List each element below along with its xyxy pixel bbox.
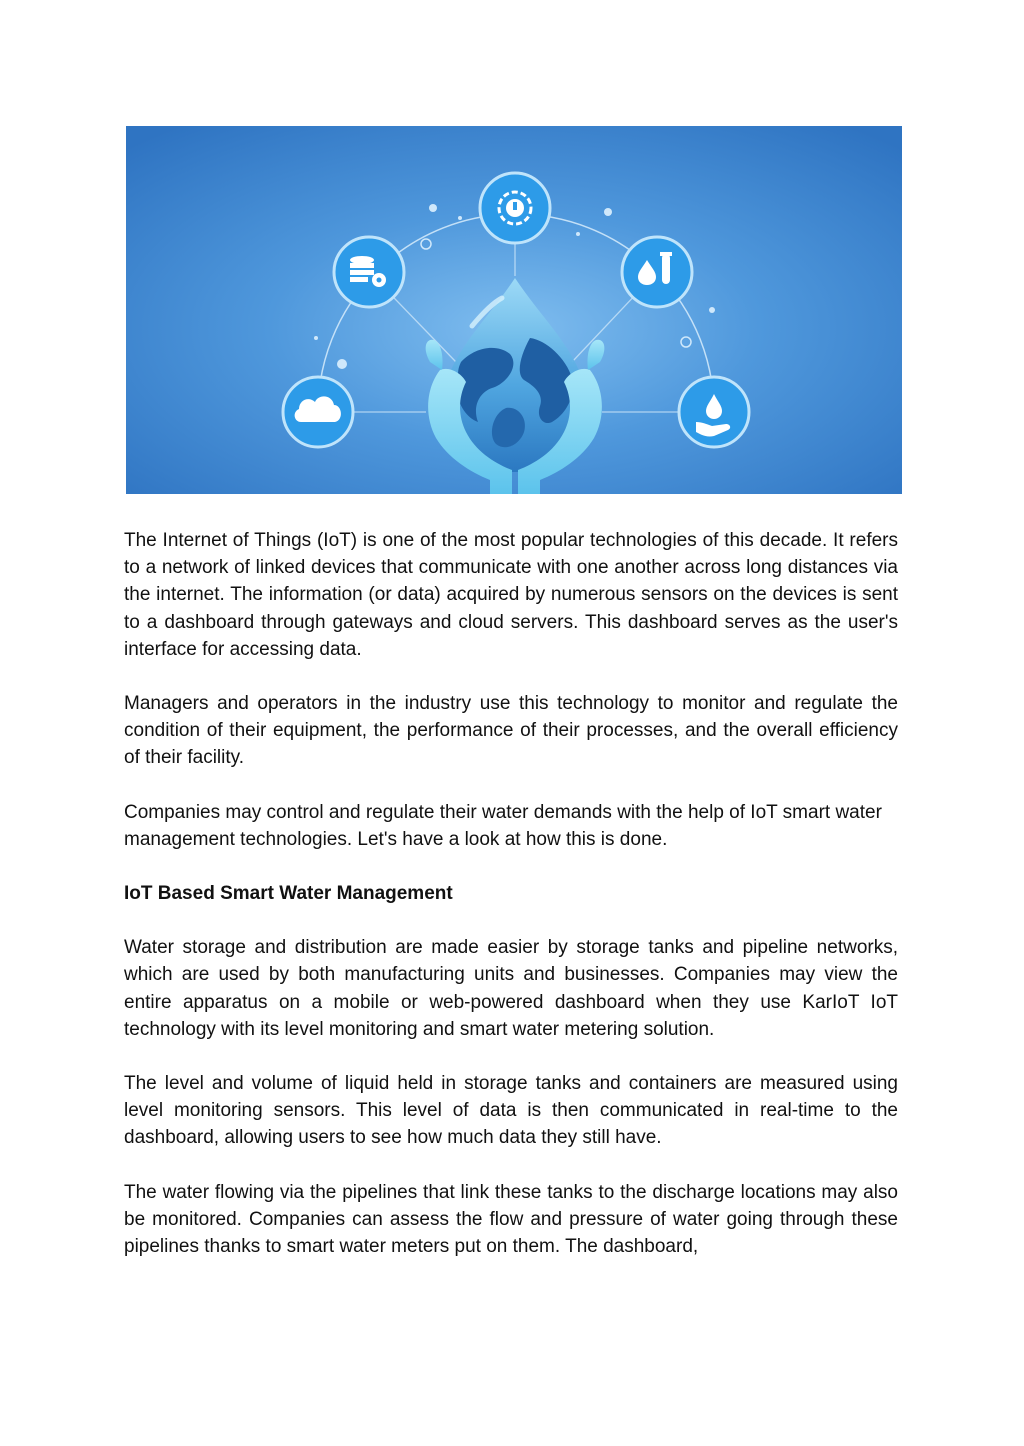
paragraph-companies: Companies may control and regulate their water demands with the help of IoT smart water management technologies. Let's have a look at how this is done. xyxy=(124,801,882,850)
water-drop-hand-icon xyxy=(679,377,749,447)
section-heading: IoT Based Smart Water Management xyxy=(124,883,453,905)
paragraph-water-storage: Water storage and distribution are made easier by storage tanks and pipeline networks, which are used by both manufacturing units and businesses. Companies may view the entire apparatus on a mobile or web-powered dashboard when they use KarIoT IoT technology with its level monitoring and smart water metering solution. xyxy=(124,937,898,1040)
paragraph-managers: Managers and operators in the industry use this technology to monitor and regulate the condition of their equipment, the performance of their processes, and the overall efficiency of their facility. xyxy=(124,693,898,769)
article-body xyxy=(124,527,898,1287)
paragraph-level-monitoring: The level and volume of liquid held in storage tanks and containers are measured using level monitoring sensors. This level of data is then communicated in real-time to the dashboard, allowing users to see how much data they still have. xyxy=(124,1073,898,1149)
hero-illustration xyxy=(126,126,902,494)
water-test-tube-icon xyxy=(622,237,692,307)
gauge-icon xyxy=(480,173,550,243)
cloud-icon xyxy=(283,377,353,447)
paragraph-iot-intro: The Internet of Things (IoT) is one of the most popular technologies of this decade. It refers to a network of linked devices that communicate with one another across long distances via the internet. The information (or data) acquired by numerous sensors on the devices is sent to a dashboard through gateways and cloud servers. This dashboard serves as the user's interface for accessing data. xyxy=(124,530,898,660)
paragraph-pipelines: The water flowing via the pipelines that link these tanks to the discharge locations may also be monitored. Companies can assess the flow and pressure of water going through these pipelines thanks to smart water meters put on them. The dashboard, xyxy=(124,1181,898,1258)
database-gear-icon xyxy=(334,237,404,307)
